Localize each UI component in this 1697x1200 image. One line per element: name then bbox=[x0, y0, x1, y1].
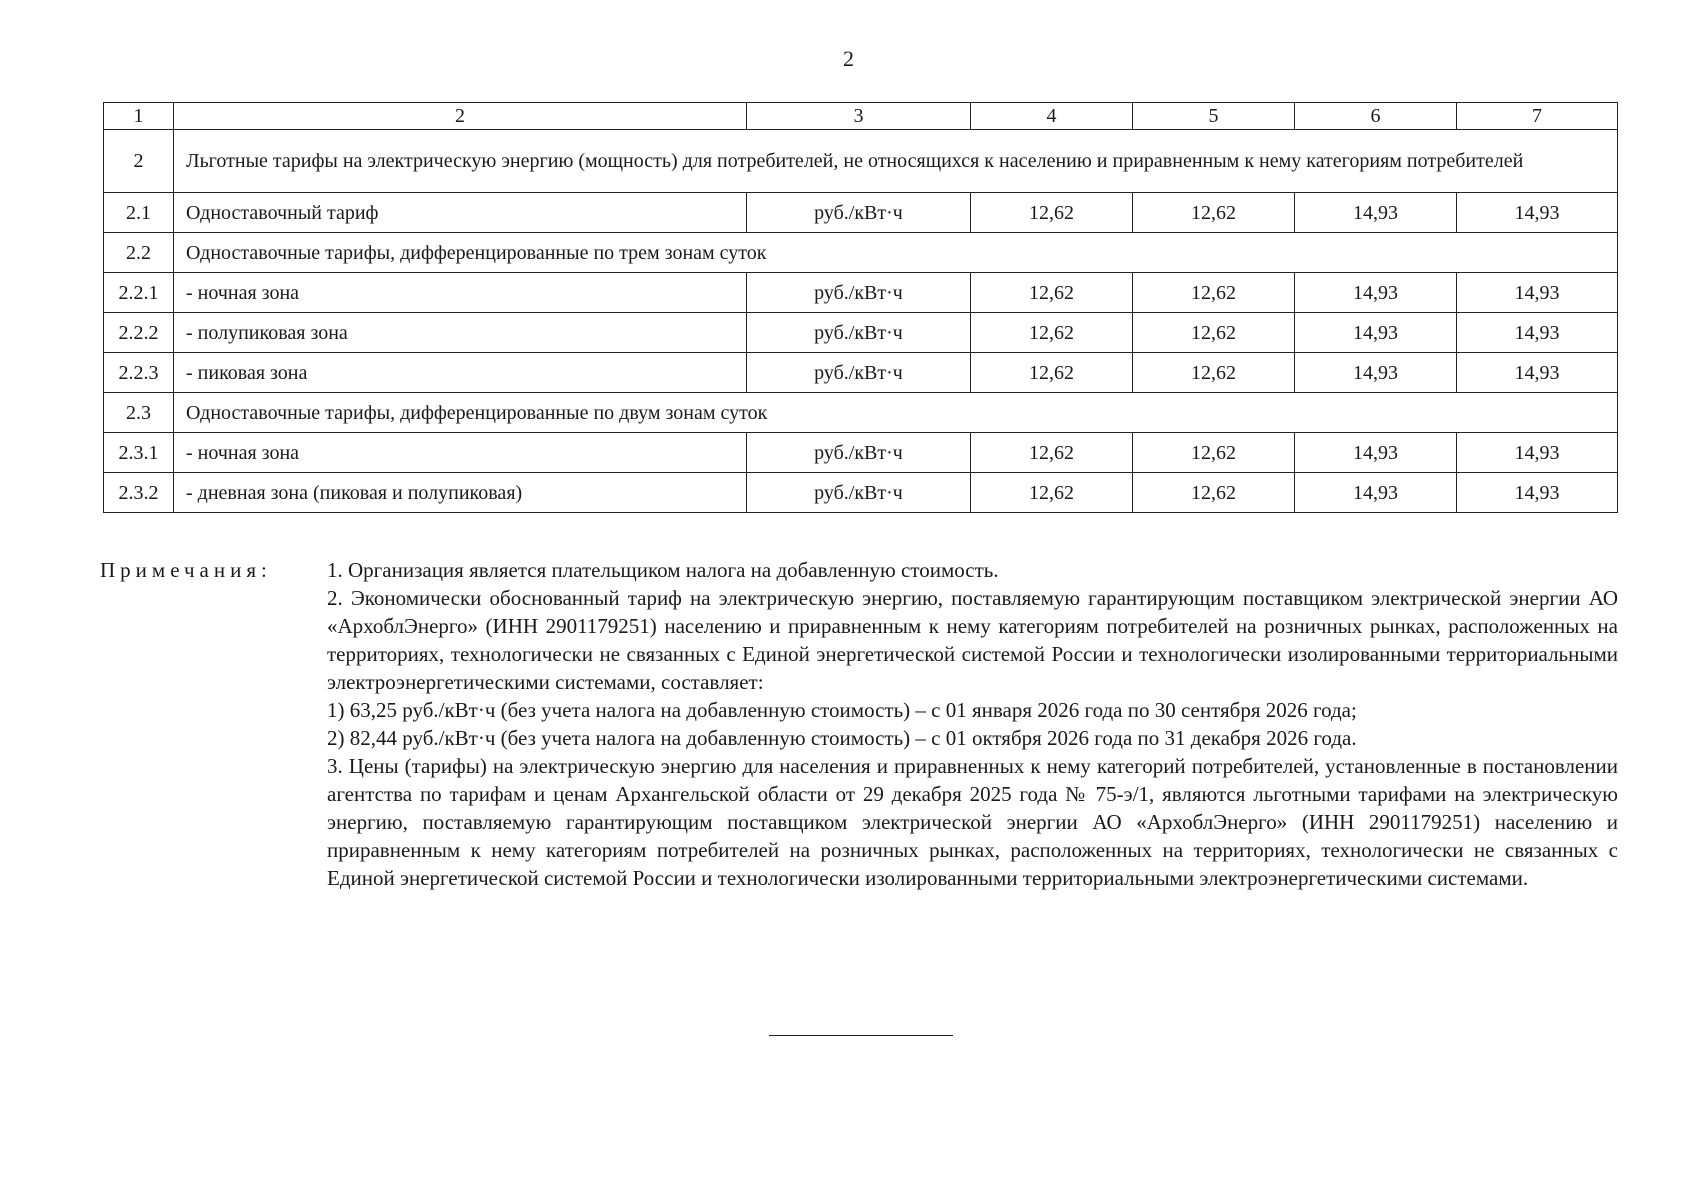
row-name: - ночная зона bbox=[174, 273, 747, 313]
value-cell: 12,62 bbox=[1133, 273, 1295, 313]
unit-cell: руб./кВт·ч bbox=[747, 473, 971, 513]
row-number: 2 bbox=[104, 130, 174, 193]
table-section-row bbox=[104, 393, 1618, 433]
table-row bbox=[104, 433, 1618, 473]
table-row bbox=[104, 353, 1618, 393]
value-cell: 14,93 bbox=[1457, 433, 1618, 473]
value-cell: 12,62 bbox=[971, 433, 1133, 473]
table-row bbox=[104, 313, 1618, 353]
unit-cell: руб./кВт·ч bbox=[747, 273, 971, 313]
note-3: 3. Цены (тарифы) на электрическую энергию для населения и приравненных к нему категорий потребителей, установленные в постановлении агентства по тарифам и ценам Архангельской области от 29 декабря 2025 года № 75-э/1, являются льготными тарифами на электрическую энергию, поставляемую гарантирующим поставщиком электрической энергии АО «АрхоблЭнерго» (ИНН 2901179251) населению и приравненным к нему категориям потребителей на розничных рынках, расположенных на территориях, технологически не связанных с Единой энергетической системой России и технологически изолированными территориальными электроэнергетическими системами. bbox=[327, 754, 1618, 890]
header-cell: 2 bbox=[174, 103, 747, 130]
value-cell: 14,93 bbox=[1295, 193, 1457, 233]
unit-cell: руб./кВт·ч bbox=[747, 313, 971, 353]
row-number: 2.2.1 bbox=[104, 273, 174, 313]
header-cell: 7 bbox=[1457, 103, 1618, 130]
row-number: 2.1 bbox=[104, 193, 174, 233]
table-row bbox=[104, 273, 1618, 313]
header-cell: 4 bbox=[971, 103, 1133, 130]
unit-cell: руб./кВт·ч bbox=[747, 193, 971, 233]
section-title: Одноставочные тарифы, дифференцированные по трем зонам суток bbox=[174, 233, 1618, 273]
note-2-item-1: 1) 63,25 руб./кВт·ч (без учета налога на добавленную стоимость) – с 01 января 2026 года по 30 сентября 2026 года; bbox=[327, 698, 1357, 722]
value-cell: 12,62 bbox=[971, 473, 1133, 513]
value-cell: 12,62 bbox=[1133, 433, 1295, 473]
row-name: - пиковая зона bbox=[174, 353, 747, 393]
table-row bbox=[104, 473, 1618, 513]
row-name: - дневная зона (пиковая и полупиковая) bbox=[174, 473, 747, 513]
unit-cell: руб./кВт·ч bbox=[747, 433, 971, 473]
value-cell: 14,93 bbox=[1457, 273, 1618, 313]
note-2: 2. Экономически обоснованный тариф на электрическую энергию, поставляемую гарантирующим поставщиком электрической энергии АО «АрхоблЭнерго» (ИНН 2901179251) населению и приравненным к нему категориям потребителей на розничных рынках, расположенных на территориях, технологически не связанных с Единой энергетической системой России и технологически изолированными территориальными электроэнергетическими системами, составляет: bbox=[327, 586, 1618, 694]
notes-body bbox=[327, 556, 1618, 892]
value-cell: 14,93 bbox=[1295, 313, 1457, 353]
row-number: 2.3.2 bbox=[104, 473, 174, 513]
value-cell: 12,62 bbox=[971, 313, 1133, 353]
row-number: 2.2.2 bbox=[104, 313, 174, 353]
value-cell: 14,93 bbox=[1457, 313, 1618, 353]
value-cell: 14,93 bbox=[1457, 353, 1618, 393]
table-section-row bbox=[104, 233, 1618, 273]
row-name: Одноставочный тариф bbox=[174, 193, 747, 233]
row-number: 2.2 bbox=[104, 233, 174, 273]
note-2-item-2: 2) 82,44 руб./кВт·ч (без учета налога на добавленную стоимость) – с 01 октября 2026 года по 31 декабря 2026 года. bbox=[327, 726, 1357, 750]
value-cell: 14,93 bbox=[1295, 273, 1457, 313]
value-cell: 12,62 bbox=[971, 353, 1133, 393]
value-cell: 12,62 bbox=[971, 193, 1133, 233]
header-cell: 6 bbox=[1295, 103, 1457, 130]
row-number: 2.2.3 bbox=[104, 353, 174, 393]
tariff-table bbox=[103, 102, 1618, 513]
notes-label: Примечания: bbox=[100, 558, 272, 582]
closing-rule bbox=[769, 1035, 953, 1036]
value-cell: 12,62 bbox=[1133, 353, 1295, 393]
page-number: 2 bbox=[843, 46, 854, 71]
row-name: - полупиковая зона bbox=[174, 313, 747, 353]
value-cell: 14,93 bbox=[1295, 433, 1457, 473]
header-cell: 3 bbox=[747, 103, 971, 130]
unit-cell: руб./кВт·ч bbox=[747, 353, 971, 393]
header-cell: 5 bbox=[1133, 103, 1295, 130]
row-number: 2.3 bbox=[104, 393, 174, 433]
value-cell: 12,62 bbox=[1133, 473, 1295, 513]
value-cell: 12,62 bbox=[1133, 193, 1295, 233]
header-cell: 1 bbox=[104, 103, 174, 130]
value-cell: 12,62 bbox=[1133, 313, 1295, 353]
value-cell: 14,93 bbox=[1457, 193, 1618, 233]
section-title: Льготные тарифы на электрическую энергию (мощность) для потребителей, не относящихся к населению и приравненным к нему категориям потребителей bbox=[174, 130, 1618, 193]
table-section-row bbox=[104, 130, 1618, 193]
value-cell: 14,93 bbox=[1295, 353, 1457, 393]
value-cell: 12,62 bbox=[971, 273, 1133, 313]
row-number: 2.3.1 bbox=[104, 433, 174, 473]
table-header-row bbox=[104, 103, 1618, 130]
note-1: 1. Организация является плательщиком налога на добавленную стоимость. bbox=[327, 558, 999, 582]
value-cell: 14,93 bbox=[1295, 473, 1457, 513]
row-name: - ночная зона bbox=[174, 433, 747, 473]
table-row bbox=[104, 193, 1618, 233]
section-title: Одноставочные тарифы, дифференцированные по двум зонам суток bbox=[174, 393, 1618, 433]
value-cell: 14,93 bbox=[1457, 473, 1618, 513]
